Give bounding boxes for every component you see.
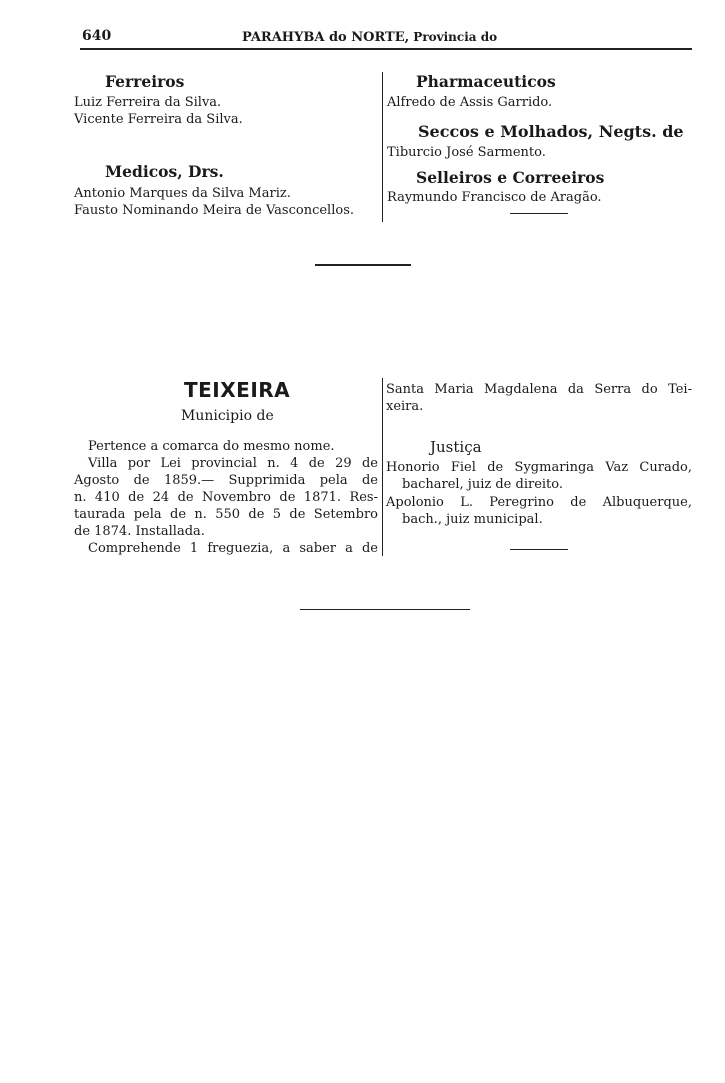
justica-item: bach., juiz municipal. — [402, 512, 543, 527]
teixeira-title: TEIXEIRA — [184, 378, 291, 402]
running-header — [242, 29, 497, 46]
running-header-bold: PARAHYBA do NORTE, — [242, 30, 410, 45]
pharmaceuticos-heading: Pharmaceuticos — [416, 72, 556, 91]
medicos-item: Antonio Marques da Silva Mariz. — [74, 186, 291, 201]
teixeira-para-line: Pertence a comarca do mesmo nome. — [88, 439, 335, 454]
teixeira-column-divider — [382, 378, 383, 556]
right-end-rule — [510, 213, 568, 214]
teixeira-para-line: Comprehende 1 freguezia, a saber a de — [88, 541, 378, 556]
section-divider — [315, 264, 411, 266]
justica-item: Honorio Fiel de Sygmaringa Vaz Curado, — [386, 460, 692, 475]
teixeira-para-line: Villa por Lei provincial n. 4 de 29 de — [88, 456, 378, 471]
ferreiros-item: Vicente Ferreira da Silva. — [74, 112, 243, 127]
justica-end-rule — [510, 549, 568, 550]
medicos-heading: Medicos, Drs. — [105, 162, 224, 181]
teixeira-para-line: n. 410 de 24 de Novembro de 1871. Res- — [74, 490, 378, 505]
justica-heading: Justiça — [430, 438, 482, 456]
pharmaceuticos-item: Alfredo de Assis Garrido. — [387, 95, 553, 110]
selleiros-heading: Selleiros e Correeiros — [416, 168, 605, 187]
ferreiros-heading: Ferreiros — [105, 72, 185, 91]
teixeira-para-line: Agosto de 1859.— Supprimida pela de — [74, 473, 378, 488]
seccos-heading: Seccos e Molhados, Negts. de — [418, 122, 684, 141]
justica-item: Apolonio L. Peregrino de Albuquerque, — [386, 495, 692, 510]
top-column-divider — [382, 72, 383, 222]
header-rule — [80, 48, 692, 50]
bottom-divider — [300, 609, 470, 610]
justica-item: bacharel, juiz de direito. — [402, 477, 563, 492]
running-header-rest: Provincia do — [413, 30, 498, 44]
selleiros-item: Raymundo Francisco de Aragão. — [387, 190, 602, 205]
ferreiros-item: Luiz Ferreira da Silva. — [74, 95, 222, 110]
teixeira-right-line: xeira. — [386, 399, 424, 414]
medicos-item: Fausto Nominando Meira de Vasconcellos. — [74, 203, 355, 218]
teixeira-right-line: Santa Maria Magdalena da Serra do Tei- — [386, 382, 692, 397]
teixeira-subtitle: Municipio de — [181, 408, 274, 424]
teixeira-para-line: de 1874. Installada. — [74, 524, 205, 539]
page-number: 640 — [82, 28, 112, 44]
teixeira-para-line: taurada pela de n. 550 de 5 de Setembro — [74, 507, 378, 522]
seccos-item: Tiburcio José Sarmento. — [387, 145, 546, 160]
